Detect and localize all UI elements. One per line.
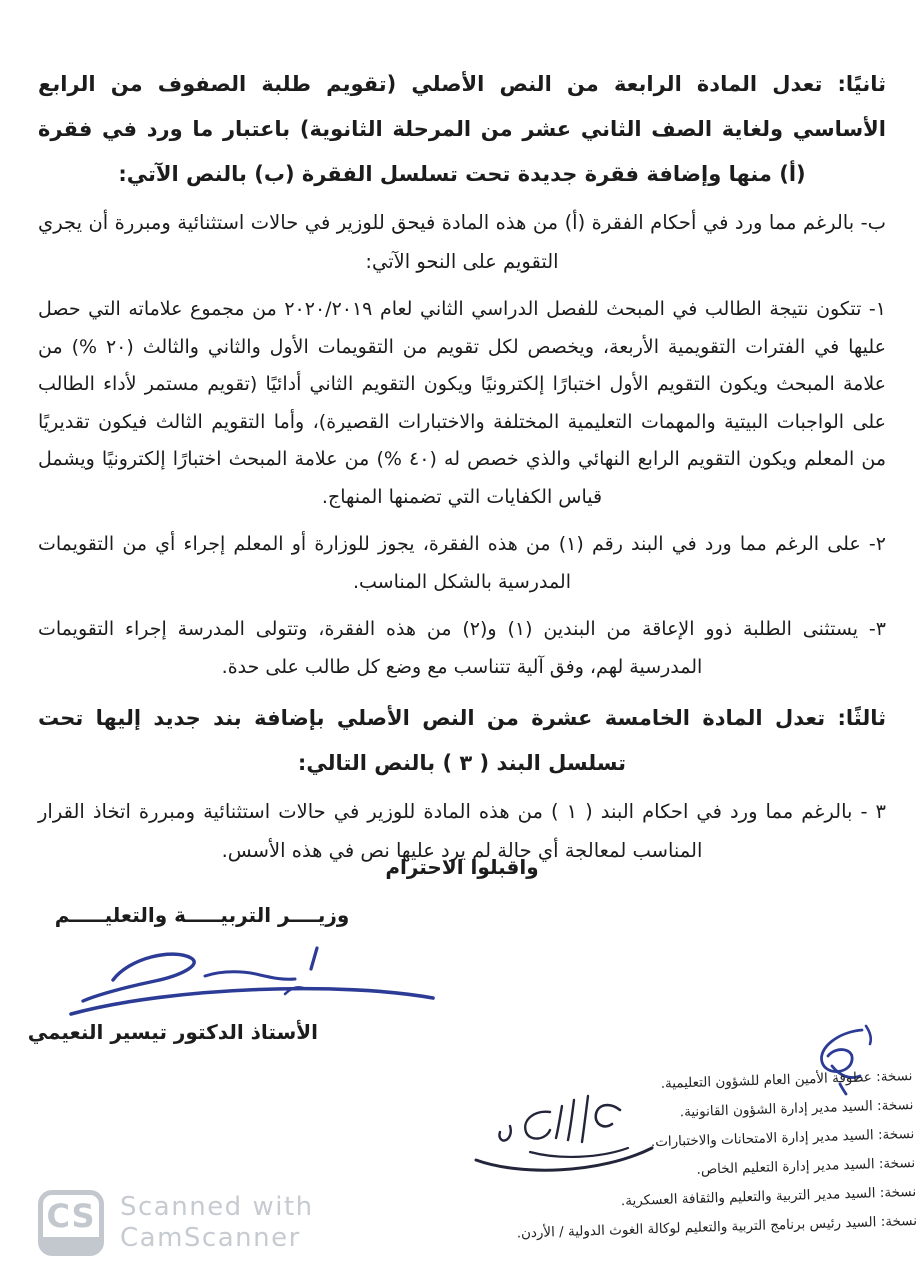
document-body xyxy=(38,62,886,880)
minister-signature-ink xyxy=(55,938,445,1030)
copy-line: نسخة: السيد مدير التربية والتعليم والثقافة العسكرية. xyxy=(620,1183,917,1210)
copy-line: نسخة: السيد رئيس برنامج التربية والتعليم لوكالة الغوث الدولية / الأردن. xyxy=(516,1212,918,1242)
clause-second-paragraph: ثانيًا: تعدل المادة الرابعة من النص الأصلي (تقويم طلبة الصفوف من الرابع الأساسي ولغاية الصف الثاني عشر من المرحلة الثانوية) باعتبار ما ورد في فقرة (أ) منها وإضافة فقرة جديدة تحت تسلسل الفقرة (ب) بالنص الآتي: xyxy=(38,72,886,186)
clause-third-paragraph: ثالثًا: تعدل المادة الخامسة عشرة من النص الأصلي بإضافة بند جديد إليها تحت تسلسل البند ( ٣ ) بالنص التالي: xyxy=(38,706,886,775)
copy-line: نسخة: السيد مدير إدارة الامتحانات والاختبارات. xyxy=(650,1125,915,1151)
distribution-copies-list xyxy=(472,1062,917,1250)
camscanner-watermark xyxy=(38,1190,314,1256)
camscanner-badge-text: CS xyxy=(46,1197,96,1235)
paragraph-b: ب- بالرغم مما ورد في أحكام الفقرة (أ) من هذه المادة فيحق للوزير في حالات استثنائية ومبررة أن يجري التقويم على النحو الآتي: xyxy=(38,211,886,273)
list-item-3-new: ٣ - بالرغم مما ورد في احكام البند ( ١ ) من هذه المادة للوزير في حالات استثنائية ومبررة اتخاذ القرار المناسب لمعالجة أي حالة لم يرد عليها نص في هذه الأسس. xyxy=(38,800,887,862)
watermark-line-2: CamScanner xyxy=(120,1223,301,1253)
signer-name: الأستاذ الدكتور تيسير النعيمي xyxy=(27,1020,318,1044)
list-item-2: ٢- على الرغم مما ورد في البند رقم (١) من هذه الفقرة، يجوز للوزارة أو المعلم إجراء أي من التقويمات المدرسية بالشكل المناسب. xyxy=(38,533,886,593)
list-item-1: ١- تتكون نتيجة الطالب في المبحث للفصل الدراسي الثاني لعام ٢٠٢٠/٢٠١٩ من مجموع علاماته التي حصل عليها في الفترات التقويمية الأربعة، ويخصص لكل تقويم من التقويمات الأول والثاني والثالث (٢٠ %) من علامة المبحث ويكون التقويم الأول اختبارًا إلكترونيًا ويكون التقويم الثاني أدائيًا (تقويم مستمر لأداء الطالب على الواجبات البيتية والمهمات التعليمية المختلفة والاختبارات القصيرة)، وأما التقويم الثالث فيكون تقديريًا من المعلم ويكون التقويم الرابع النهائي والذي خصص له (٤٠ %) من علامة المبحث اختبارًا إلكترونيًا ويشمل قياس الكفايات التي تضمنها المنهاج. xyxy=(38,298,886,508)
watermark-text xyxy=(120,1192,314,1254)
watermark-line-1: Scanned with xyxy=(120,1192,314,1222)
copy-line: نسخة: عطوفة الأمين العام للشؤون التعليمية. xyxy=(660,1067,913,1092)
closing-salutation: واقبلوا الاحترام xyxy=(385,855,539,879)
camscanner-logo-icon xyxy=(38,1190,104,1256)
signer-title: وزيــــر التربيـــــة والتعليـــــم xyxy=(54,903,350,927)
list-item-3: ٣- يستثنى الطلبة ذوو الإعاقة من البندين (١) و(٢) من هذه الفقرة، وتتولى المدرسة إجراء التقويمات المدرسية لهم، وفق آلية تتناسب مع وضع كل طالب على حدة. xyxy=(38,618,887,678)
camscanner-badge-base xyxy=(43,1237,99,1251)
copy-line: نسخة: السيد مدير إدارة التعليم الخاص. xyxy=(696,1154,916,1178)
copy-line: نسخة: السيد مدير إدارة الشؤون القانونية. xyxy=(679,1096,914,1121)
